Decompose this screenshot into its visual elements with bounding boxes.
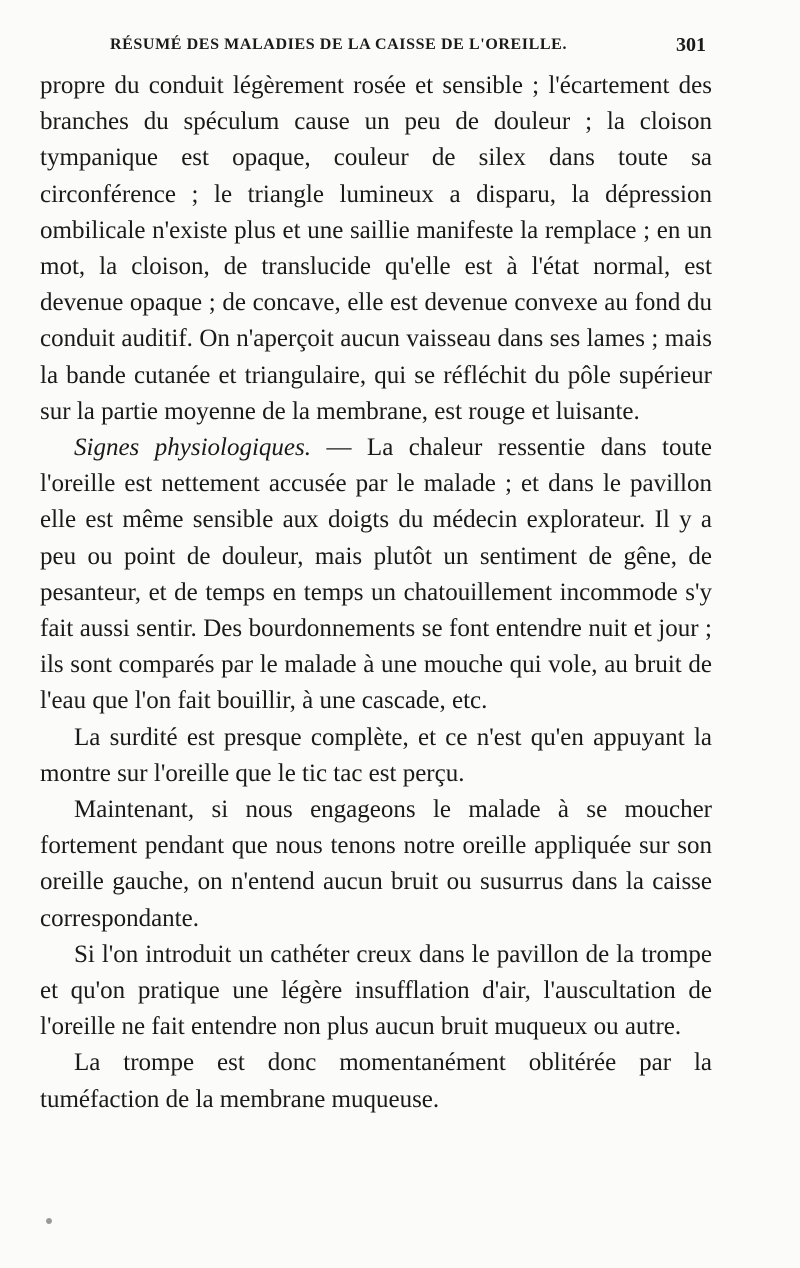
paragraph-moucher: [40, 792, 712, 937]
paragraph-surdite: [40, 720, 712, 792]
running-title: RÉSUMÉ DES MALADIES DE LA CAISSE DE L'OREILLE.: [110, 36, 568, 53]
running-head: [40, 36, 706, 60]
page-number: 301: [676, 34, 706, 56]
paragraph-text: La trompe est donc momentanément oblitérée par la tuméfaction de la membrane muqueuse.: [40, 1049, 712, 1113]
paragraph-catheter: [40, 937, 712, 1046]
paragraph-text: propre du conduit légèrement rosée et sensible ; l'écartement des branches du spéculum cause un peu de douleur ; la cloison tympanique est opaque, couleur de silex dans toute sa circonférence ; le triangle lumineux a disparu, la dépression ombilicale n'existe plus et une saillie manifeste la remplace ; en un mot, la cloison, de translucide qu'elle est à l'état normal, est devenue opaque ; de concave, elle est devenue convexe au fond du conduit auditif. On n'aperçoit aucun vaisseau dans ses lames ; mais la bande cutanée et triangulaire, qui se réfléchit du pôle supérieur sur la partie moyenne de la membrane, est rouge et luisante.: [40, 72, 712, 425]
paragraph-lead-in: Signes physiologiques.: [74, 434, 311, 462]
print-speck: [46, 1218, 52, 1224]
paragraph-text: — La chaleur ressentie dans toute l'oreille est nettement accusée par le malade ; et dans le pavillon elle est même sensible aux doigts du médecin explorateur. Il y a peu ou point de douleur, mais plutôt un sentiment de gêne, de pesanteur, et de temps en temps un chatouillement incommode s'y fait aussi sentir. Des bourdonnements se font entendre nuit et jour ; ils sont comparés par le malade à une mouche qui vole, au bruit de l'eau que l'on fait bouillir, à une cascade, etc.: [40, 434, 712, 715]
paragraph-text: Si l'on introduit un cathéter creux dans le pavillon de la trompe et qu'on pratique une légère insufflation d'air, l'auscultation de l'oreille ne fait entendre non plus aucun bruit muqueux ou autre.: [40, 940, 712, 1041]
paragraph-text: Maintenant, si nous engageons le malade à se moucher fortement pendant que nous tenons notre oreille appliquée sur son oreille gauche, on n'entend aucun bruit ou susurrus dans la caisse correspondante.: [40, 796, 712, 932]
body-text: [40, 68, 712, 1118]
paragraph-continued: [40, 68, 712, 430]
paragraph-text: La surdité est presque complète, et ce n'est qu'en appuyant la montre sur l'oreille que le tic tac est perçu.: [40, 723, 712, 787]
paragraph-trompe: [40, 1045, 712, 1117]
paragraph-signes-physiologiques: [40, 430, 712, 720]
